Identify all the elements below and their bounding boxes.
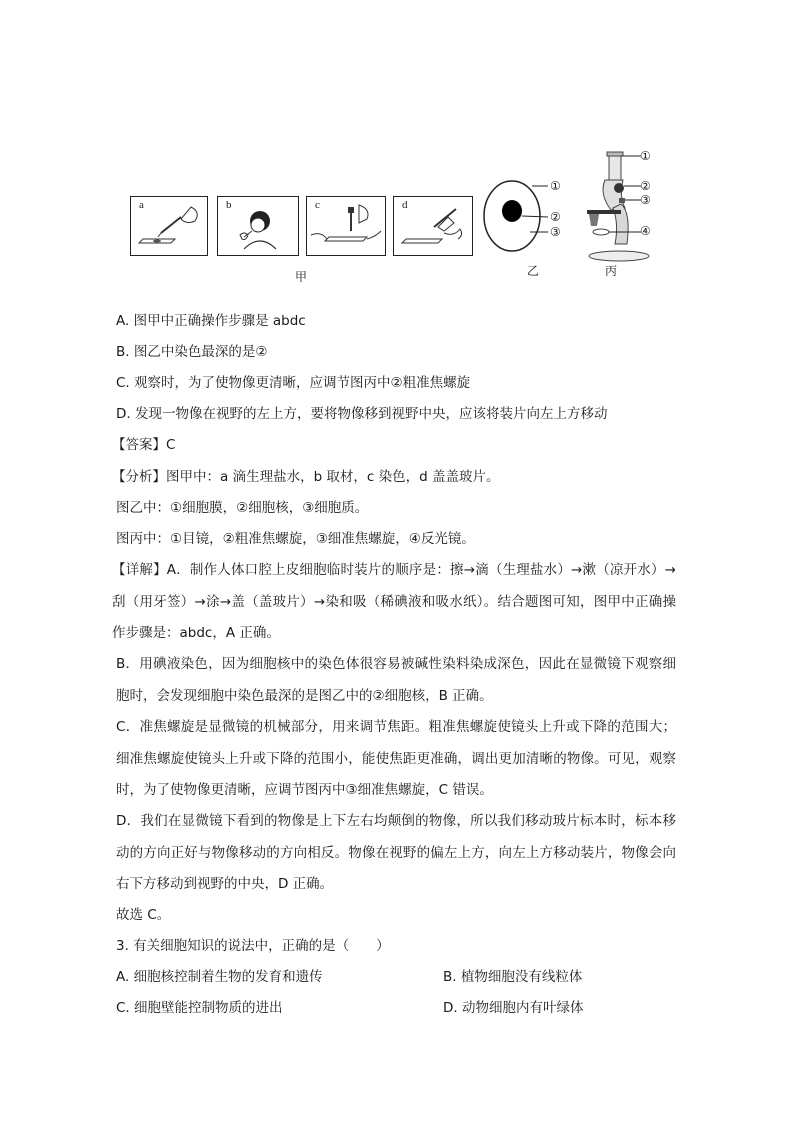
cell-nucleus [502, 200, 522, 222]
analysis-line-3: 图丙中：①目镜，②粗准焦螺旋，③细准焦螺旋，④反光镜。 [116, 531, 475, 547]
option-a: A. 图甲中正确操作步骤是 abdc [116, 313, 306, 329]
panel-c [306, 196, 386, 256]
answer-line: 【答案】C [112, 437, 176, 453]
bing-marker-3: ③ [640, 193, 651, 207]
q3-option-d: D. 动物细胞内有叶绿体 [443, 1000, 584, 1016]
detail-c: C．准焦螺旋是显微镜的机械部分，用来调节焦距。粗准焦螺旋使镜头上升或下降的范围大；细准焦螺旋使镜头上升或下降的范围小，能使焦距更准确，调出更加清晰的物像。可见，观察时，为了使物像更清晰，应调节图丙中③细准焦螺旋，C 错误。 [116, 719, 676, 798]
bing-marker-1: ① [640, 149, 651, 163]
option-c: C. 观察时，为了使物像更清晰，应调节图丙中②粗准焦螺旋 [116, 375, 471, 391]
yi-marker-1: ① [550, 179, 561, 193]
panel-a [130, 196, 208, 256]
panel-b [217, 196, 299, 256]
question-figure [120, 140, 680, 290]
option-b: B. 图乙中染色最深的是② [116, 344, 268, 360]
analysis-line-2: 图乙中：①细胞膜，②细胞核，③细胞质。 [116, 500, 369, 516]
analysis-line-1: 【分析】图甲中：a 滴生理盐水，b 取材，c 染色，d 盖盖玻片。 [112, 469, 500, 485]
panel-d-tag: d [402, 199, 408, 211]
conclusion: 故选 C。 [116, 907, 171, 923]
q3-option-b: B. 植物细胞没有线粒体 [443, 969, 583, 985]
detail-d: D．我们在显微镜下看到的物像是上下左右均颠倒的物像，所以我们移动玻片标本时，标本移动的方向正好与物像移动的方向相反。物像在视野的偏左上方，向左上方移动装片，物像会向右下方移动到视野的中央，D 正确。 [116, 813, 676, 892]
yi-marker-2: ② [550, 210, 561, 224]
figure-label-yi: 乙 [527, 264, 540, 278]
panel-c-tag: c [315, 199, 320, 211]
panel-d [393, 196, 473, 256]
detail-a: 【详解】A．制作人体口腔上皮细胞临时装片的顺序是：擦→滴（生理盐水）→漱（凉开水）→刮（用牙签）→涂→盖（盖玻片）→染和吸（稀碘液和吸水纸）。结合题图可知，图甲中正确操作步骤是：abdc，A 正确。 [112, 562, 676, 641]
question-3-stem: 3. 有关细胞知识的说法中，正确的是（ ） [116, 938, 390, 954]
figure-label-bing: 丙 [605, 264, 618, 278]
q3-option-a: A. 细胞核控制着生物的发育和遗传 [116, 969, 323, 985]
yi-marker-3: ③ [550, 225, 561, 239]
panel-b-tag: b [226, 199, 232, 211]
bing-marker-4: ④ [640, 224, 651, 238]
option-d: D. 发现一物像在视野的左上方，要将物像移到视野中央，应该将装片向左上方移动 [116, 406, 608, 422]
panel-a-tag: a [139, 199, 144, 211]
detail-b: B．用碘液染色，因为细胞核中的染色体很容易被碱性染料染成深色，因此在显微镜下观察细胞时，会发现细胞中染色最深的是图乙中的②细胞核，B 正确。 [116, 656, 676, 704]
bing-marker-2: ② [640, 179, 651, 193]
q3-option-c: C. 细胞壁能控制物质的进出 [116, 1000, 283, 1016]
figure-label-jia: 甲 [295, 270, 308, 284]
